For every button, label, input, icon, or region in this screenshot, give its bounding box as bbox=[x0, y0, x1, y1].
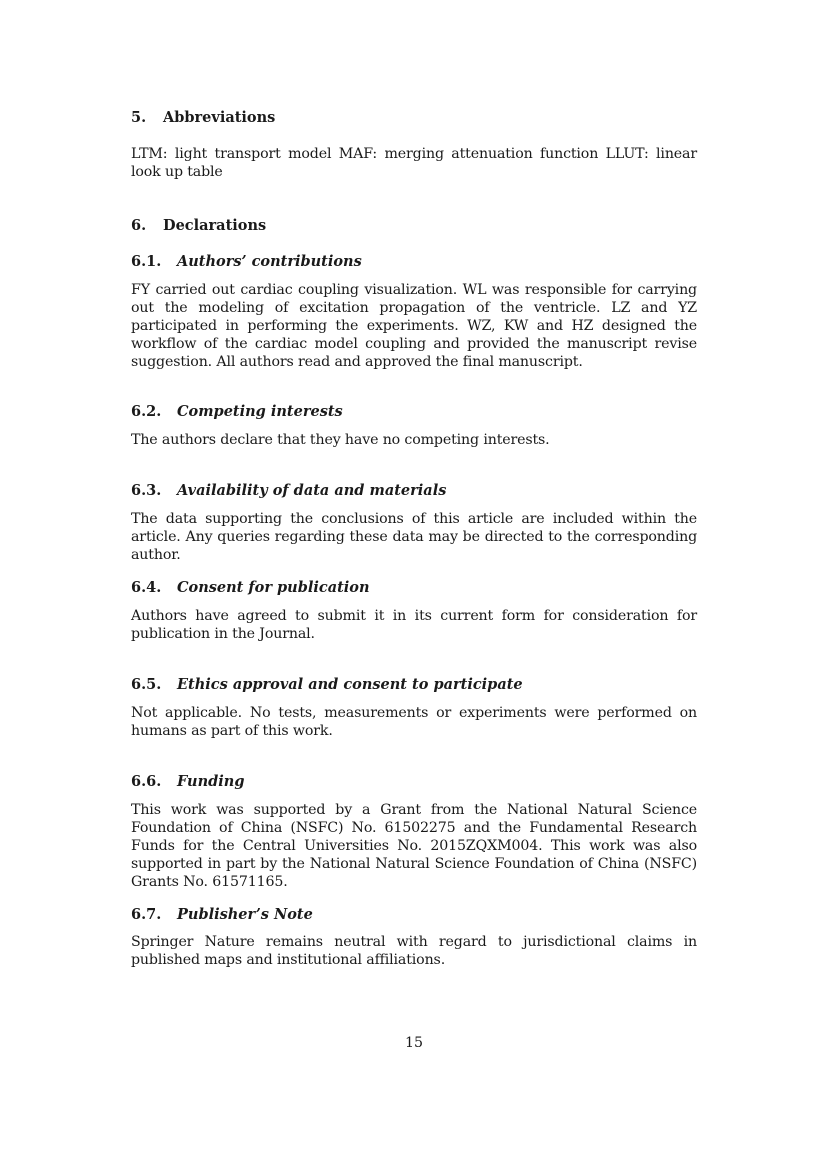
subsection-heading-competing-interests bbox=[131, 403, 343, 421]
page-number: 15 bbox=[404, 1035, 424, 1051]
subsection-number: 6.2. bbox=[131, 403, 162, 420]
subsection-number: 6.5. bbox=[131, 676, 162, 693]
subsection-number: 6.6. bbox=[131, 773, 162, 790]
subsection-title: Availability of data and materials bbox=[177, 482, 447, 499]
section-number: 5. bbox=[131, 109, 147, 126]
subsection-title: Ethics approval and consent to participate bbox=[177, 676, 523, 693]
consent-publication-text: Authors have agreed to submit it in its current form for consideration for publication in the Journal. bbox=[131, 608, 697, 642]
subsection-title: Authors’ contributions bbox=[177, 253, 362, 270]
subsection-title: Funding bbox=[177, 773, 245, 790]
availability-text: The data supporting the conclusions of this article are included within the article. Any queries regarding these data may be directed to the corresponding author. bbox=[131, 511, 697, 563]
section-title: Abbreviations bbox=[163, 109, 276, 126]
subsection-heading-funding bbox=[131, 773, 244, 791]
subsection-title: Consent for publication bbox=[177, 579, 370, 596]
abbreviations-text: LTM: light transport model MAF: merging attenuation function LLUT: linear look up table bbox=[131, 146, 697, 180]
section-number: 6. bbox=[131, 217, 147, 234]
section-heading-abbreviations bbox=[131, 109, 275, 127]
subsection-heading-publishers-note bbox=[131, 906, 313, 924]
section-heading-declarations bbox=[131, 217, 266, 235]
subsection-heading-ethics bbox=[131, 676, 523, 694]
ethics-text: Not applicable. No tests, measurements or experiments were performed on humans as part of this work. bbox=[131, 705, 697, 739]
authors-contributions-text: FY carried out cardiac coupling visualization. WL was responsible for carrying out the modeling of excitation propagation of the ventricle. LZ and YZ participated in performing the experiments. WZ, KW and HZ designed the workflow of the cardiac model coupling and provided the manuscript revise suggestion. All authors read and approved the final manuscript. bbox=[131, 282, 697, 370]
subsection-title: Publisher’s Note bbox=[177, 906, 313, 923]
subsection-heading-consent-publication bbox=[131, 579, 370, 597]
subsection-heading-availability bbox=[131, 482, 446, 500]
section-title: Declarations bbox=[163, 217, 267, 234]
subsection-number: 6.4. bbox=[131, 579, 162, 596]
subsection-number: 6.3. bbox=[131, 482, 162, 499]
competing-interests-text: The authors declare that they have no competing interests. bbox=[131, 432, 550, 448]
subsection-number: 6.1. bbox=[131, 253, 162, 270]
subsection-title: Competing interests bbox=[177, 403, 343, 420]
subsection-heading-authors-contributions bbox=[131, 253, 362, 271]
publishers-note-text: Springer Nature remains neutral with regard to jurisdictional claims in published maps and institutional affiliations. bbox=[131, 934, 697, 968]
subsection-number: 6.7. bbox=[131, 906, 162, 923]
funding-text: This work was supported by a Grant from the National Natural Science Foundation of China (NSFC) No. 61502275 and the Fundamental Research Funds for the Central Universities No. 2015ZQXM004. This work was also supported in part by the National Natural Science Foundation of China (NSFC) Grants No. 61571165. bbox=[131, 802, 697, 890]
